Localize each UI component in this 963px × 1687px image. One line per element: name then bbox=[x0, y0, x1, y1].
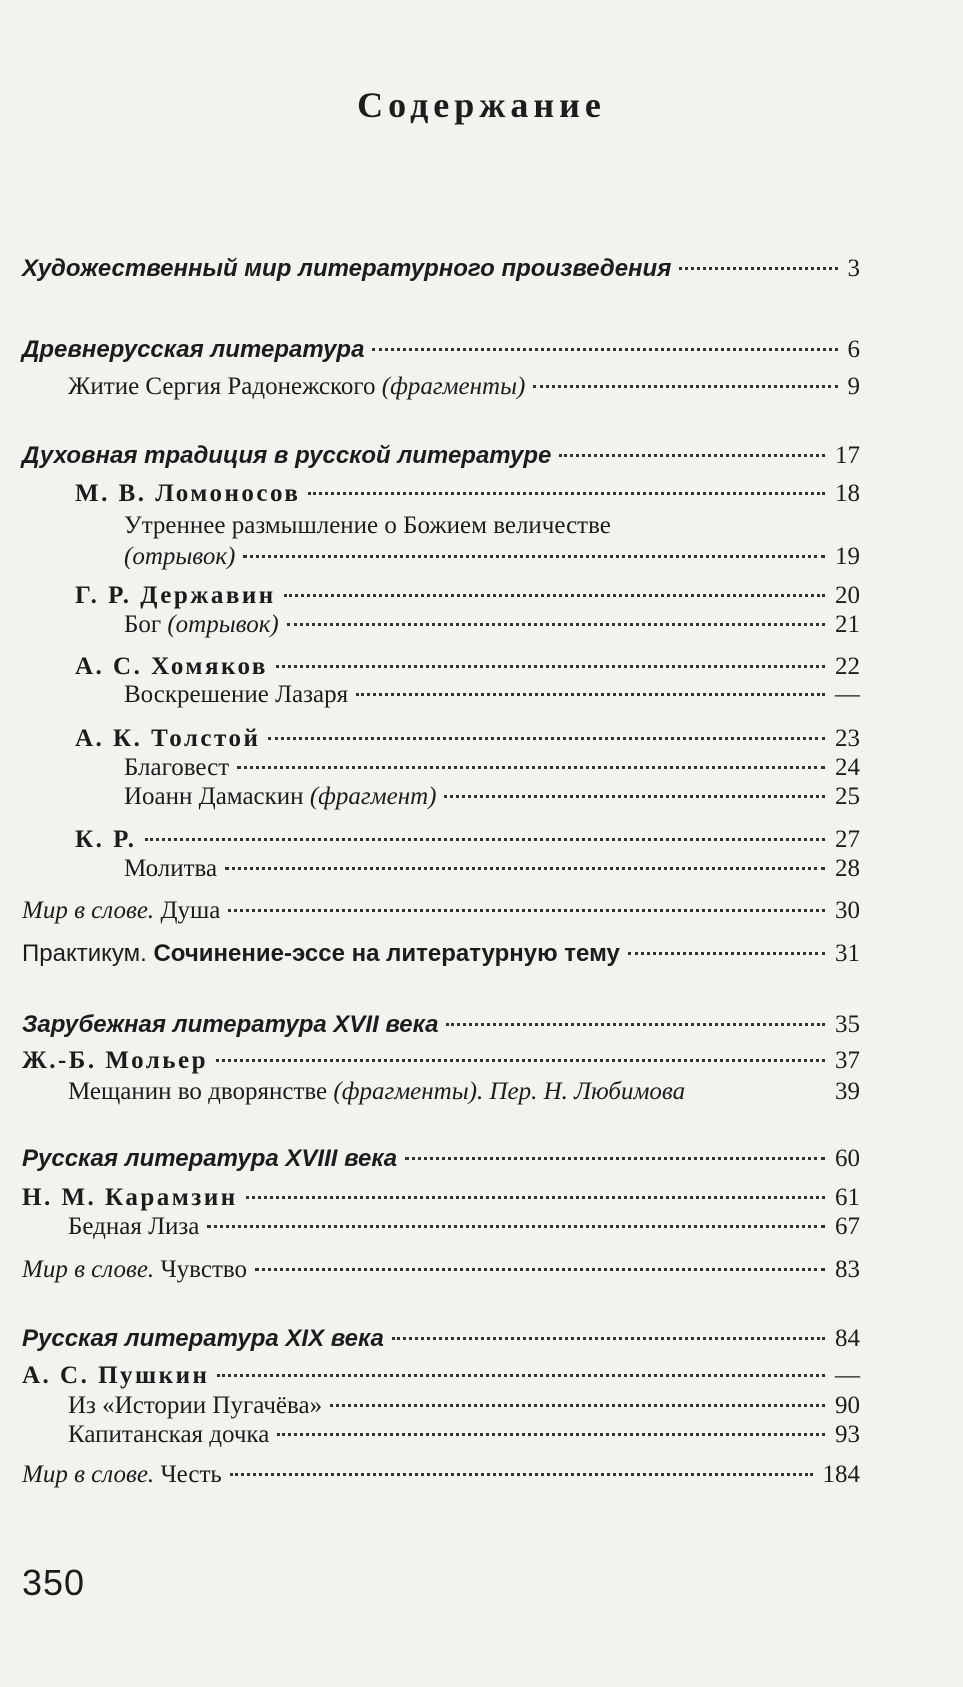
toc-entry: Иоанн Дамаскин (фрагмент) 25 bbox=[124, 783, 860, 810]
toc-entry: Житие Сергия Радонежского (фрагменты) 9 bbox=[68, 373, 860, 400]
toc-entry: Русская литература XIX века 84 bbox=[22, 1325, 860, 1352]
toc-entry: Мир в слове. Чувство 83 bbox=[22, 1256, 860, 1283]
toc-entry: А. К. Толстой 23 bbox=[75, 725, 860, 752]
page-title: Содержание bbox=[357, 85, 606, 125]
toc-entry: Практикум. Сочинение-эссе на литературную тему 31 bbox=[22, 940, 860, 967]
toc-entry: К. Р. 27 bbox=[75, 826, 860, 853]
toc-entry: Бедная Лиза 67 bbox=[68, 1213, 860, 1240]
toc-entry: Благовест 24 bbox=[124, 754, 860, 781]
toc-entry: Молитва 28 bbox=[124, 855, 860, 882]
toc-entry: А. С. Хомяков 22 bbox=[75, 653, 860, 680]
toc-entry: Мир в слове. Душа 30 bbox=[22, 897, 860, 924]
toc-entry: Древнерусская литература 6 bbox=[22, 336, 860, 363]
toc-entry: Мир в слове. Честь 184 bbox=[22, 1461, 860, 1488]
toc-entry: Из «Истории Пугачёва» 90 bbox=[68, 1392, 860, 1419]
toc-entry: Бог (отрывок) 21 bbox=[124, 611, 860, 638]
toc-entry: Утреннее размышление о Божием величестве bbox=[124, 512, 611, 539]
toc-entry: Н. М. Карамзин 61 bbox=[22, 1184, 860, 1211]
toc-entry: Зарубежная литература XVII века 35 bbox=[22, 1011, 860, 1038]
toc-entry: (отрывок) 19 bbox=[124, 543, 860, 570]
toc-entry: Мещанин во дворянстве (фрагменты). Пер. Н. Любимова 39 bbox=[68, 1078, 860, 1105]
toc-entry: Воскрешение Лазаря — bbox=[124, 681, 860, 708]
toc-entry: Русская литература XVIII века 60 bbox=[22, 1145, 860, 1172]
toc-entry: А. С. Пушкин — bbox=[22, 1362, 860, 1389]
toc-entry: Г. Р. Державин 20 bbox=[75, 582, 860, 609]
toc-entry: Художественный мир литературного произведения 3 bbox=[22, 255, 860, 282]
toc-entry: Ж.-Б. Мольер 37 bbox=[22, 1047, 860, 1074]
toc-entry: Духовная традиция в русской литературе 17 bbox=[22, 442, 860, 469]
toc-entry: М. В. Ломоносов 18 bbox=[75, 480, 860, 507]
toc-entry: Капитанская дочка 93 bbox=[68, 1421, 860, 1448]
page-number: 350 bbox=[22, 1562, 86, 1603]
